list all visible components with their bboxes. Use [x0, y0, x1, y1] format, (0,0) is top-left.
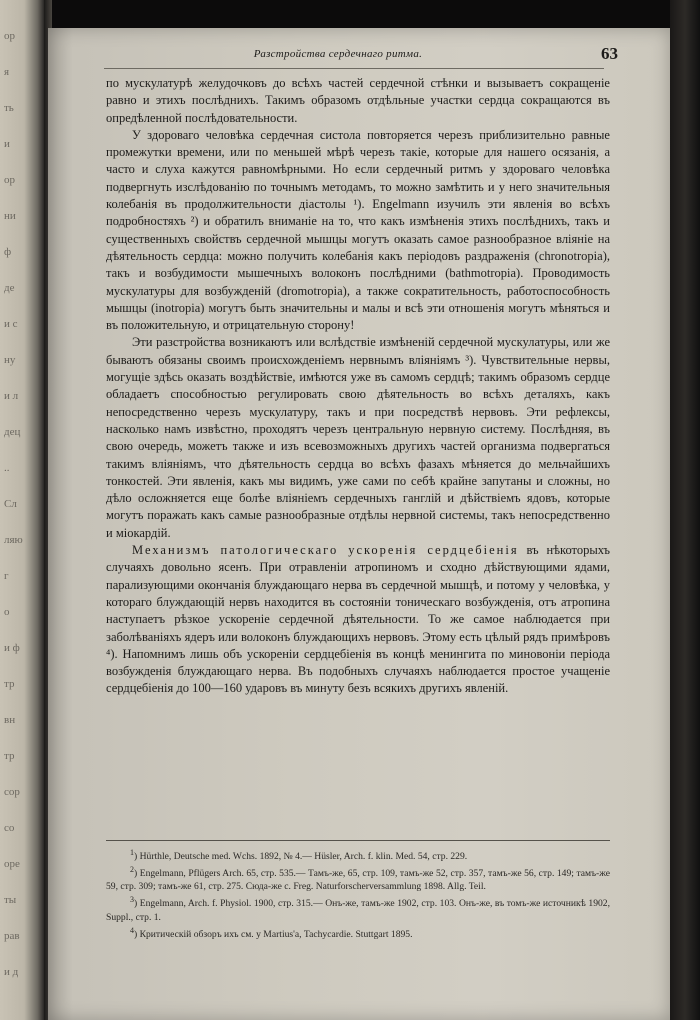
- left-page-edge: [0, 0, 44, 1020]
- left-page-fragment: и д: [4, 966, 19, 978]
- footnote-mark: 2: [130, 865, 134, 875]
- right-book-edge: [670, 0, 700, 1020]
- footnote: $^1$) Hürthle, Deutsche med. Wchs. 1892, № 4.— Hüsler, Arch. f. klin. Med. 54, стр. 229.: [130, 848, 468, 863]
- left-page-fragment: о: [4, 606, 10, 618]
- footnote-mark: 3: [130, 895, 134, 905]
- left-page-fragment: де: [4, 282, 15, 294]
- left-page-fragment: ..: [4, 462, 10, 474]
- header-rule: [104, 68, 604, 69]
- left-page-fragment: ф: [4, 246, 12, 258]
- left-page-fragment: тр: [4, 678, 15, 690]
- footnotes: [106, 846, 610, 941]
- spaced-lead-text: Механизмъ патологическаго ускоренія сердцебіенія: [132, 543, 519, 558]
- left-page-fragment: дец: [4, 426, 21, 438]
- left-page-fragment: тр: [4, 750, 15, 762]
- left-page-fragment: ты: [4, 894, 17, 906]
- footnote-mark: 4: [130, 925, 134, 935]
- footnote-text: Hürthle, Deutsche med. Wchs. 1892, № 4.— Hüsler, Arch. f. klin. Med. 54, стр. 229.: [139, 851, 468, 863]
- paragraph-text: въ нѣкоторыхъ случаяхъ довольно ясенъ. При отравленіи атропиномъ и сходно дѣйствующими ядами, парализующими окончанія блуждающаго нерва въ сердечной мышцѣ, и потому у человѣка, у котораго блуждающій нервъ находится въ состояніи тоническаго возбужденія, отъ атропина наступаетъ рѣзкое ускореніе сердечной дѣятельности. То же самое наблюдается при заболѣваніяхъ ядеръ или волоконъ блуждающихъ нервовъ. Этому есть цѣлый рядъ примѣровъ ⁴). Напомнимъ лишь объ ускореніи сердцебіенія въ концѣ менингита по миновоніи періода возбужденія блуждающаго нерва. Въ подобныхъ случаяхъ наблюдается простое учащеніе сердцебіенія до 100—160 ударовъ въ минуту безъ всякихъ другихъ явленій.: [106, 543, 610, 696]
- left-page-fragment: сор: [4, 786, 20, 798]
- left-page-fragment: Сл: [4, 498, 17, 510]
- paragraph: по мускулатурѣ желудочковъ до всѣхъ частей сердечной стѣнки и вызываетъ сокращеніе равно и этихъ послѣднихъ. Такимъ образомъ отдѣльные участки сердца сокращаются въ опредѣленной послѣдовательности.: [106, 76, 610, 125]
- book-page: [48, 28, 670, 1020]
- left-page-fragment: ор: [4, 30, 15, 42]
- left-page-fragment: и с: [4, 318, 18, 330]
- running-head: Разстройства сердечнаго ритма.: [253, 48, 423, 60]
- left-page-fragment: г: [4, 570, 9, 582]
- footnote-text: Engelmann, Pflügers Arch. 65, стр. 535.— Тамъ-же, 65, стр. 109, тамъ-же 52, стр. 357, тамъ-же 56, стр. 149; тамъ-же 59, стр. 309; тамъ-же 61, стр. 275. Сюда-же с. Freg. Naturforscherversammlung 1898. Allg. Teil.: [106, 868, 610, 893]
- footnote-text: Engelmann, Arch. f. Physiol. 1900, стр. 315.— Онъ-же, тамъ-же 1902, стр. 103. Онъ-же, въ томъ-же источникѣ 1902, Suppl., стр. 1.: [106, 898, 611, 923]
- left-page-fragment: и ф: [4, 642, 20, 654]
- footnote: $^3$) Engelmann, Arch. f. Physiol. 1900, стр. 315.— Онъ-же, тамъ-же 1902, стр. 103. Онъ-же, въ томъ-же источникѣ 1902, Suppl., стр. 1.: [106, 895, 611, 923]
- left-page-fragment: вн: [4, 714, 16, 726]
- left-page-fragment: и: [4, 138, 10, 150]
- left-page-fragment: ляю: [4, 534, 23, 546]
- footnote-mark: 1: [130, 848, 134, 857]
- left-page-fragment: и л: [4, 390, 19, 402]
- paragraph: Эти разстройства возникаютъ или вслѣдствіе измѣненій сердечной мускулатуры, или же бываютъ обязаны своимъ происхожденіемъ нервнымъ вліяніямъ ³). Чувствительные нервы, могущіе здѣсь оказать воздѣйствіе, имѣются уже въ самомъ сердцѣ; такимъ образомъ сердце обладаетъ способностью регулировать свою дѣятельность во всѣхъ деталяхъ, какъ непосредственно черезъ мускулатуру, такъ и при посредствѣ нервовъ. Эти рефлексы, насколько намъ извѣстно, проходятъ черезъ центральную нервную систему. Послѣдняя, въ свою очередь, можетъ также и изъ всевозможныхъ другихъ частей организма подвергаться такимъ вліяніямъ, что дѣятельность сердца во всѣхъ фазахъ мѣняется до мельчайшихъ тонкостей. Эти явленія, какъ мы видимъ, уже сами по себѣ крайне запутаны и сложны, но дѣло осложняется еще болѣе вліяніемъ сердечныхъ ганглій и дѣйствіемъ ядовъ, которые могутъ поражать какъ самые разнообразные отдѣлы нервной системы, такъ непосредственно и міокардій.: [106, 335, 610, 540]
- body-text: [106, 75, 610, 698]
- left-page-fragment: оре: [4, 858, 20, 870]
- footnote-rule: [106, 840, 610, 841]
- footnote: $^2$) Engelmann, Pflügers Arch. 65, стр. 535.— Тамъ-же, 65, стр. 109, тамъ-же 52, стр. 357, тамъ-же 56, стр. 149; тамъ-же 59, стр. 309; тамъ-же 61, стр. 275. Сюда-же с. Freg. Naturforscherversammlung 1898. Allg. Teil.: [106, 865, 610, 893]
- paragraph-mechanism: [106, 542, 610, 698]
- page-number: 63: [601, 44, 618, 63]
- paragraph: У здороваго человѣка сердечная систола повторяется черезъ приблизительно равные промежутки времени, или по меньшей мѣрѣ черезъ такіе, которые для нашего осязанія, а часто и слуха кажутся равномѣрными. Но если сердечный ритмъ у здороваго человѣка подвергнуть изслѣдованію по точнымъ методамъ, то можно замѣтить и у него значительныя колебанія въ продолжительности діастолы ¹). Engelmann изучилъ эти явленія во всѣхъ подробностяхъ ²) и обратилъ вниманіе на то, что какъ измѣненія этихъ послѣднихъ, такъ и существенныхъ свойствъ сердечной мышцы могутъ оказать самое разнообразное вліяніе на дѣятельность сердца: можно получить колебанія какъ періодовъ раздраженія (chronotropia), такъ и возбудимости мышечныхъ волоконъ послѣдними (bathmotropia). Проводимость мускулатуры для возбужденій (dromotropia), а также сократительность, работоспособность мышцы (inotropia) могутъ быть значительны и малы и всѣ эти отношенія могутъ мѣняться и въ положительную, и отрицательную сторону!: [106, 127, 610, 333]
- left-page-fragment: ор: [4, 174, 15, 186]
- footnote: $^4$) Критическій обзоръ ихъ см. у Martius'а, Tachycardie. Stuttgart 1895.: [130, 925, 413, 940]
- footnote-text: Критическій обзоръ ихъ см. у Martius'а, Tachycardie. Stuttgart 1895.: [139, 928, 413, 940]
- left-page-fragment: я: [4, 66, 10, 78]
- left-page-fragment: со: [4, 822, 15, 834]
- left-page-fragment: рав: [4, 930, 20, 942]
- left-page-fragment: ть: [4, 102, 14, 114]
- left-page-fragment: ну: [4, 354, 16, 366]
- left-page-fragment: ни: [4, 210, 16, 222]
